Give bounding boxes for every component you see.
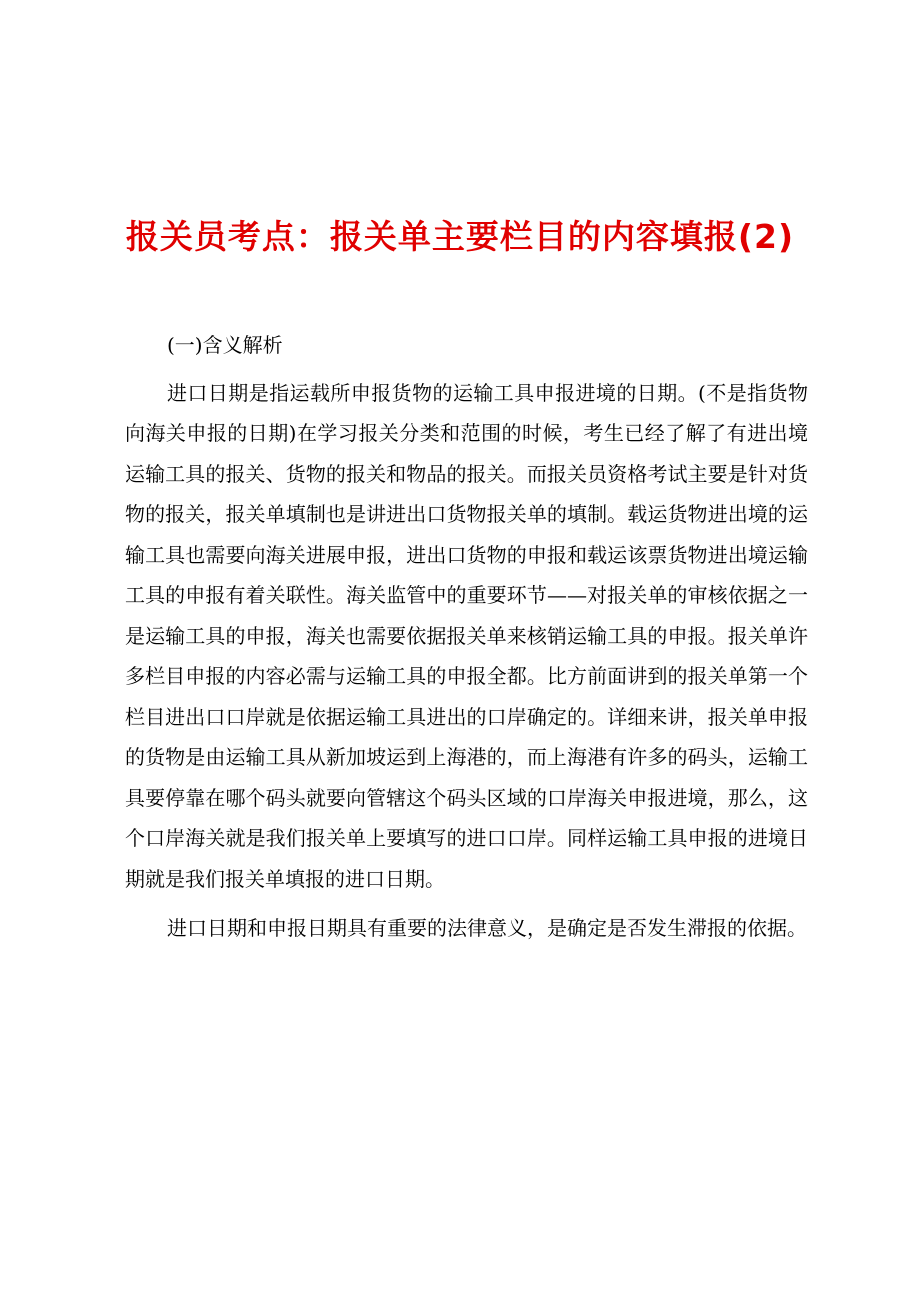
section-heading: (一)含义解析 bbox=[167, 333, 283, 357]
paragraph: 进口日期是指运载所申报货物的运输工具申报进境的日期。(不是指货物向海关申报的日期)在学习报关分类和范围的时候，考生已经了解了有进出境运输工具的报关、货物的报关和物品的报关。而报关员资格考试主要是针对货物的报关，报关单填制也是讲进出口货物报关单的填制。载运货物进出境的运输工具也需要向海关进展申报，进出口货物的申报和载运该票货物进出境运输工具的申报有着关联性。海关监管中的重要环节——对报关单的审核依据之一是运输工具的申报，海关也需要依据报关单来核销运输工具的申报。报关单许多栏目申报的内容必需与运输工具的申报全都。比方前面讲到的报关单第一个栏目进出口口岸就是依据运输工具进出的口岸确定的。详细来讲，报关单申报的货物是由运输工具从新加坡运到上海港的，而上海港有许多的码头，运输工具要停靠在哪个码头就要向管辖这个码头区域的口岸海关申报进境，那么，这个口岸海关就是我们报关单上要填写的进口口岸。同样运输工具申报的进境日期就是我们报关单填报的进口日期。 bbox=[125, 380, 808, 891]
paragraph: 进口日期和申报日期具有重要的法律意义，是确定是否发生滞报的依据。 bbox=[167, 916, 807, 940]
document-body bbox=[125, 325, 808, 958]
page-title: 报关员考点：报关单主要栏目的内容填报(2) bbox=[125, 217, 795, 257]
